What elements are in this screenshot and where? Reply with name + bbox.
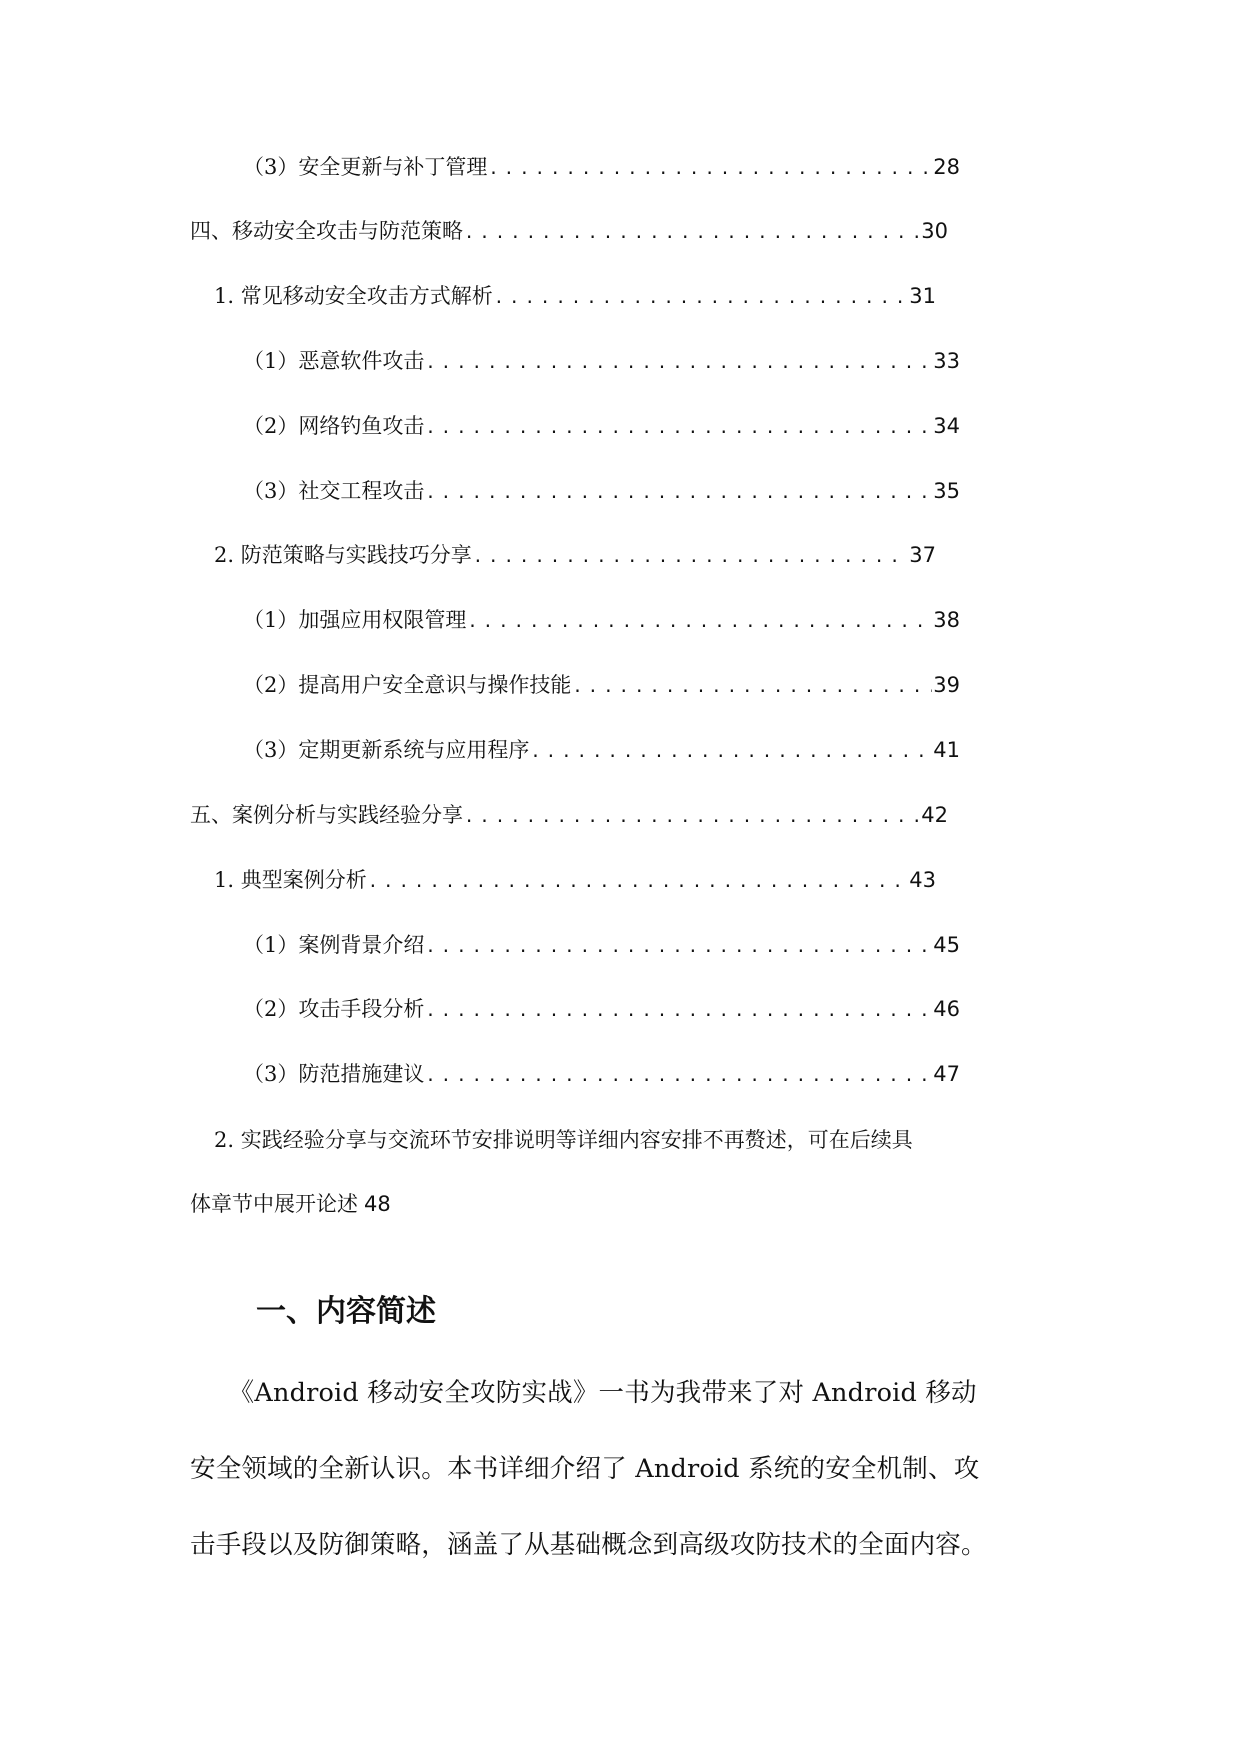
toc-entry-label: 四、移动安全攻击与防范策略 <box>190 219 463 243</box>
toc-leader-dots <box>572 667 932 707</box>
toc-entry[interactable] <box>243 600 960 640</box>
toc-entry[interactable] <box>243 989 960 1029</box>
toc-entry-page: 28 <box>933 155 960 179</box>
toc-leader-dots <box>425 1056 932 1096</box>
toc-entry-label: （3）安全更新与补丁管理 <box>243 155 488 179</box>
toc-entry-page: 45 <box>933 933 960 957</box>
paragraph-line: 安全领域的全新认识。本书详细介绍了 Android 系统的安全机制、攻 <box>190 1454 980 1484</box>
paragraph-line: 击手段以及防御策略，涵盖了从基础概念到高级攻防技术的全面内容。 <box>190 1530 987 1560</box>
toc-entry-page: 47 <box>933 1062 960 1086</box>
toc-leader-dots <box>494 278 909 318</box>
toc-entry-page: 30 <box>921 219 948 243</box>
toc-leader-dots <box>530 732 932 772</box>
toc-entry-page: 37 <box>909 543 936 567</box>
toc-entry-label: （3）定期更新系统与应用程序 <box>243 738 530 762</box>
toc-entry-label: 1. 典型案例分析 <box>214 868 367 892</box>
toc-entry-label: 2. 实践经验分享与交流环节安排说明等详细内容安排不再赘述，可在后续具 <box>214 1128 913 1152</box>
toc-leader-dots <box>488 149 932 189</box>
toc-entry[interactable] <box>190 795 948 835</box>
toc-entry-page: 39 <box>933 673 960 697</box>
toc-leader-dots <box>464 797 920 837</box>
toc-entry-label: 五、案例分析与实践经验分享 <box>190 803 463 827</box>
toc-entry-label: （2）提高用户安全意识与操作技能 <box>243 673 572 697</box>
toc-entry[interactable] <box>243 730 960 770</box>
toc-entry-label: 1. 常见移动安全攻击方式解析 <box>214 284 493 308</box>
toc-entry[interactable] <box>243 406 960 446</box>
toc-entry[interactable] <box>243 341 960 381</box>
toc-leader-dots <box>467 602 932 642</box>
toc-entry[interactable] <box>243 1054 960 1094</box>
toc-leader-dots <box>473 537 909 577</box>
toc-entry-page: 41 <box>933 738 960 762</box>
toc-entry[interactable] <box>243 471 960 511</box>
toc-entry-label: （1）案例背景介绍 <box>243 933 425 957</box>
toc-entry-label: （1）恶意软件攻击 <box>243 349 425 373</box>
toc-leader-dots <box>425 408 932 448</box>
toc-entry-page: 46 <box>933 997 960 1021</box>
toc-entry[interactable] <box>243 147 960 187</box>
toc-entry-label: 体章节中展开论述 <box>190 1192 358 1216</box>
toc-entry-label: （3）社交工程攻击 <box>243 479 425 503</box>
paragraph-line: 《Android 移动安全攻防实战》一书为我带来了对 Android 移动 <box>190 1378 977 1408</box>
toc-entry-page: 43 <box>909 868 936 892</box>
toc-entry[interactable] <box>243 665 960 705</box>
toc-entry[interactable] <box>190 211 948 251</box>
toc-entry-label: （2）攻击手段分析 <box>243 997 425 1021</box>
toc-entry-page: 42 <box>921 803 948 827</box>
toc-leader-dots <box>425 473 932 513</box>
toc-entry[interactable] <box>243 925 960 965</box>
toc-entry-page: 48 <box>364 1192 391 1216</box>
section-heading: 一、内容简述 <box>256 1294 436 1329</box>
toc-leader-dots <box>464 213 920 253</box>
toc-entry-label: （2）网络钓鱼攻击 <box>243 414 425 438</box>
toc-entry-label: （1）加强应用权限管理 <box>243 608 467 632</box>
toc-entry-wrapped-line1[interactable] <box>214 1120 913 1160</box>
toc-entry-label: （3）防范措施建议 <box>243 1062 425 1086</box>
toc-entry-label: 2. 防范策略与实践技巧分享 <box>214 543 472 567</box>
toc-leader-dots <box>425 991 932 1031</box>
toc-entry-page: 33 <box>933 349 960 373</box>
toc-entry[interactable] <box>214 535 936 575</box>
toc-entry-page: 35 <box>933 479 960 503</box>
toc-entry-page: 34 <box>933 414 960 438</box>
toc-entry-page: 38 <box>933 608 960 632</box>
toc-entry-page: 31 <box>909 284 936 308</box>
toc-entry-wrapped-line2[interactable] <box>190 1184 391 1224</box>
toc-entry[interactable] <box>214 860 936 900</box>
toc-leader-dots <box>368 862 909 902</box>
toc-entry[interactable] <box>214 276 936 316</box>
toc-leader-dots <box>425 343 932 383</box>
toc-leader-dots <box>425 927 932 967</box>
